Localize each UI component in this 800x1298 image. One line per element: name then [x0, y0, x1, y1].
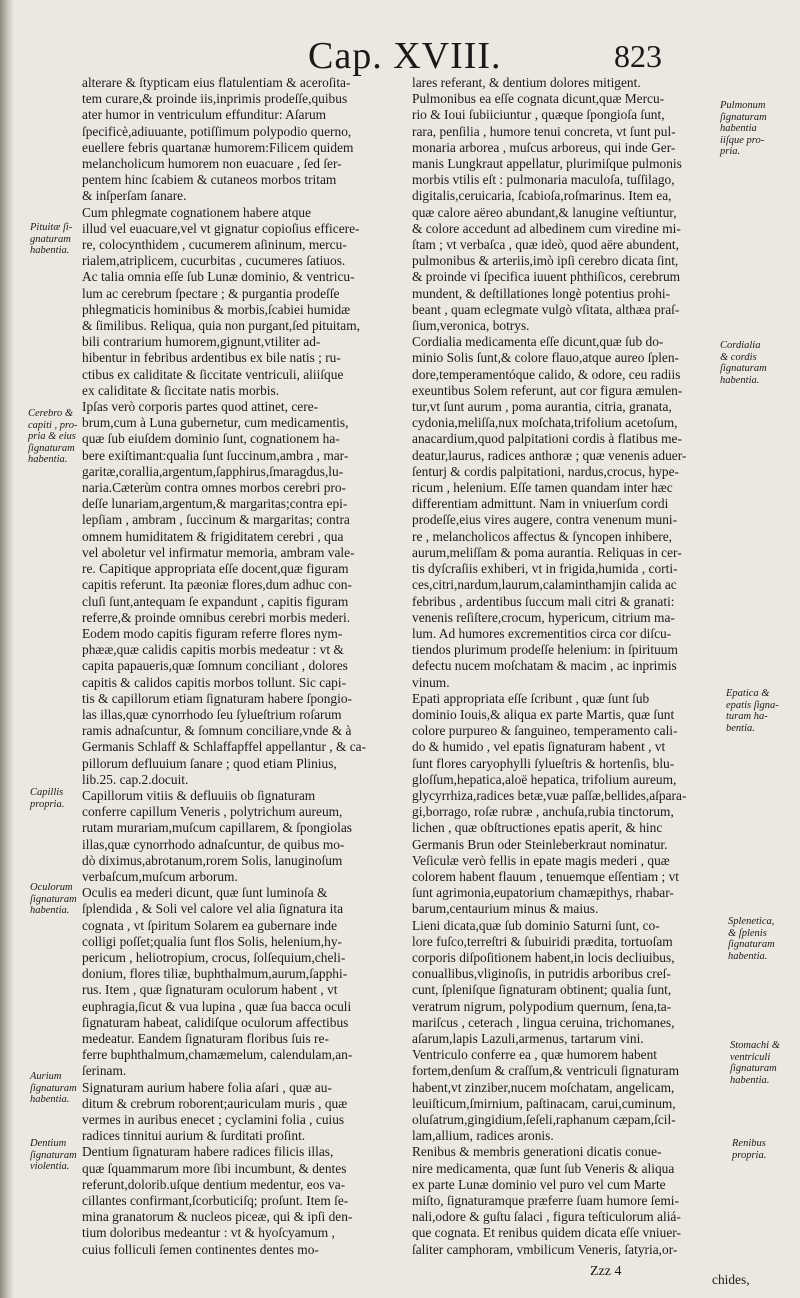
- margin-note-line: habentia.: [730, 1074, 770, 1086]
- text-line: lepſiam , ambram , ſuccinum & margaritas; contra: [82, 512, 350, 528]
- text-line: Capillorum vitiis & defluuiis ob ſignaturam: [82, 787, 316, 803]
- text-line: pulmonibus & arteriis,imò ipſi cerebro dicata ſint,: [412, 253, 679, 269]
- margin-note-oculorum: [30, 882, 77, 917]
- margin-note-line: pria.: [720, 146, 741, 157]
- text-line: Ipſas verò corporis partes quod attinet, cere-: [82, 399, 319, 415]
- text-line: melancholicum humorem non euacuare , ſed ſer-: [82, 156, 342, 172]
- text-line: medeatur. Eandem ſignaturam floribus ſuis re-: [82, 1030, 329, 1046]
- text-line: phææ,quæ calidis capitis morbis medeatur : vt &: [82, 642, 344, 658]
- text-line: ſpecificè,adiuuante, potiſſimum polypodio querno,: [82, 123, 352, 139]
- text-line: Germanis Schlaff & Schlaffapffel appellantur , & ca-: [82, 739, 367, 755]
- text-line: Germanis Brun oder Steinleberkraut nominatur.: [412, 836, 668, 852]
- text-line: tur,vt ſunt aurum , poma aurantia, citria, granata,: [412, 399, 672, 415]
- text-line: deſſe lunariam,argentum,& margaritas;contra epi-: [82, 496, 348, 512]
- text-line: Dentium ſignaturam habere radices filicis illas,: [82, 1144, 334, 1160]
- text-line: lichen , quæ obſtructiones epatis aperit, & hinc: [412, 820, 663, 836]
- text-line: aſarum,lapis Lazuli,armenus, tartarum vini.: [412, 1030, 644, 1046]
- margin-note-line: habentia.: [728, 950, 768, 962]
- text-line: ſerinam.: [82, 1063, 127, 1079]
- text-line: ſtam ; vt verbaſca , quæ ideò, quod aëre abundent,: [412, 237, 679, 253]
- text-line: ater humor in ventriculum effunditur: Aſarum: [82, 107, 327, 123]
- margin-note-line: propria.: [30, 798, 65, 810]
- margin-note-dentium: [30, 1138, 77, 1173]
- text-line: tem curare,& proinde iis,inprimis prodeſſe,quibus: [82, 91, 348, 107]
- text-line: rutam murariam,muſcum capillarem, & ſpongiolas: [82, 820, 352, 836]
- margin-note-aurium: [30, 1071, 77, 1106]
- text-line: colorem habent flauum , tenuemque eſſentiam ; vt: [412, 868, 679, 884]
- text-line: referunt,dolorib.uſque dentium medentur, eos va-: [82, 1176, 346, 1192]
- margin-note-line: capiti , pro-: [28, 419, 78, 431]
- text-line: cunt, ſpleniſque ſignaturam obtinent; qualia ſunt,: [412, 982, 672, 998]
- text-line: ditum & crebrum roborent;auriculam muris , quæ: [82, 1095, 348, 1111]
- margin-note-line: & cordis: [720, 351, 757, 363]
- text-line: hibentur in febribus ardentibus ex bile natis ; ru-: [82, 350, 341, 366]
- margin-note-line: & ſplenis: [728, 927, 767, 939]
- text-line: quæ calore aëreo abundant,& lanugine veſtiuntur,: [412, 204, 677, 220]
- text-line: glycyrrhiza,radices betæ,vuæ paſſæ,bellides,aſpara-: [412, 787, 687, 803]
- text-line: lore fuſco,terreſtri & ſubuiridi prædita, tortuoſam: [412, 933, 673, 949]
- text-line: ſunt agrimonia,eupatorium chamæpithys, rhabar-: [412, 885, 674, 901]
- text-line: colligi poſſet;qualia ſunt flos Solis, helenium,hy-: [82, 933, 342, 949]
- margin-note-line: ſignaturam: [720, 363, 767, 374]
- margin-note-line: violentia.: [30, 1161, 70, 1172]
- text-line: anacardium,quod palpitationi cordis à flatibus me-: [412, 431, 682, 447]
- margin-note-line: habentia.: [28, 454, 68, 465]
- margin-note-line: propria.: [732, 1149, 767, 1161]
- text-line: pericum , heliotropium, crocus, ſolſequium,cheli-: [82, 949, 346, 965]
- text-line: manis Lungkraut appellatur, plurimiſque pulmonis: [412, 156, 682, 172]
- margin-note-line: turam ha-: [726, 711, 768, 722]
- margin-note-line: ventriculi: [730, 1051, 771, 1063]
- text-line: veratrum nigrum, polypodium quernum, ſena,ta-: [412, 998, 672, 1014]
- text-line: beant , quam eclegmate vulgò vſitata, althæa praſ-: [412, 301, 680, 317]
- margin-note-pulmonum: [720, 100, 767, 158]
- text-line: barum,centaurium minus & maius.: [412, 901, 599, 917]
- text-line: ſenturj & cordis palpitationi, nardus,crocus, hype-: [412, 463, 680, 479]
- margin-note-line: ſignaturam: [28, 442, 75, 454]
- text-line: cydonia,meliſſa,nux moſchata,trifolium acetoſum,: [412, 415, 678, 431]
- text-line: Cordialia medicamenta eſſe dicunt,quæ ſub do-: [412, 334, 664, 350]
- margin-note-line: gnaturam: [30, 233, 71, 245]
- page-edge-shadow: [0, 0, 14, 1298]
- text-line: cuius folliculi ſemen continentes dentes mo-: [82, 1241, 319, 1257]
- text-line: ſunt flores caryophylli ſylueſtris & hortenſis, blu-: [412, 755, 675, 771]
- text-line: vinum.: [412, 674, 450, 690]
- text-line: mariſcus , ceterach , lingua ceruina, trichomanes,: [412, 1014, 675, 1030]
- margin-note-line: ſignaturam: [30, 1082, 77, 1094]
- text-line: vel aboletur vel infirmatur memoria, ambram vale-: [82, 544, 355, 560]
- text-line: ex parte Lunæ dominio vel puro vel cum Marte: [412, 1176, 666, 1192]
- text-line: ctibus ex caliditate & ſiccitate ventriculi, aliiſque: [82, 366, 344, 382]
- text-line: deatur,laurus, radices anthoræ ; quæ venenis aduer-: [412, 447, 687, 463]
- text-line: monaria arborea , muſcus arboreus, qui inde Ger-: [412, 139, 676, 155]
- left-text-column: [82, 75, 402, 1258]
- text-line: euphragia,ſicut & vua lupina , quæ ſua bacca oculi: [82, 998, 352, 1014]
- text-line: ſignaturam habeat, calidiſque oculorum affectibus: [82, 1014, 349, 1030]
- text-line: referre,& proinde omnibus cerebri morbis mederi.: [82, 609, 351, 625]
- margin-note-line: ſignaturam: [730, 1063, 777, 1074]
- margin-note-line: habentia.: [30, 905, 70, 916]
- text-line: & colore accedunt ad albedinem cum viredine mi-: [412, 220, 681, 236]
- margin-note-line: Epatica &: [726, 688, 770, 699]
- text-line: verbaſcum,muſcum arborum.: [82, 868, 238, 884]
- text-line: do & humido , vel epatis ſignaturam habent , vt: [412, 739, 666, 755]
- text-line: naria.Cæterùm contra omnes morbos cerebri pro-: [82, 480, 347, 496]
- text-line: exeuntibus Solem referunt, aut cor figura æmulen-: [412, 382, 683, 398]
- text-line: Veſiculæ verò fellis in epate magis mederi , quæ: [412, 852, 670, 868]
- text-line: tis & capillorum etiam ſignaturam habere ſpongio-: [82, 690, 352, 706]
- text-line: morbis vtilis eſt : pulmonaria maculoſa, tuſſilago,: [412, 172, 675, 188]
- text-line: digitalis,ceruicaria, ſcabioſa,roſmarinus. Item ea,: [412, 188, 672, 204]
- margin-note-line: Cerebro &: [28, 408, 74, 419]
- page-number: 823: [614, 38, 662, 74]
- margin-note-line: ſignaturam: [30, 893, 77, 905]
- margin-note-epatica: [726, 688, 779, 734]
- margin-note-line: Capillis: [30, 787, 64, 798]
- text-line: dore,temperamentóque calido, & odore, ceu radiis: [412, 366, 681, 382]
- text-line: rio & Ioui ſubiiciuntur , quæque ſpongioſa ſunt,: [412, 107, 665, 123]
- text-line: bili contrarium humorem,gignunt,vtiliter ad-: [82, 334, 321, 350]
- text-line: quæ ſub eiuſdem dominio ſunt, cognationem ha-: [82, 431, 340, 447]
- text-line: rialem,atriplicem, cucurbitas , cucumeres ſatiuos.: [82, 253, 346, 269]
- margin-note-line: iiſque pro-: [720, 134, 765, 146]
- text-line: leuiſticum,ſmirnium, paſtinacam, carui,cuminum,: [412, 1095, 676, 1111]
- text-line: vermes in auribus enecet ; cyclamini folia , cuius: [82, 1112, 345, 1127]
- text-line: tis dyſcraſiis exhiberi, vt in frigida,humida , corti-: [412, 561, 678, 577]
- text-line: Lieni dicata,quæ ſub dominio Saturni ſunt, co-: [412, 917, 660, 933]
- text-line: rara, penſilia , humore tenui concreta, vt ſunt pul-: [412, 123, 676, 139]
- margin-note-line: Aurium: [30, 1071, 62, 1082]
- margin-note-line: Stomachi &: [730, 1040, 780, 1051]
- text-line: Cum phlegmate cognationem habere atque: [82, 204, 312, 220]
- margin-note-line: Renibus: [732, 1138, 766, 1149]
- text-line: Oculis ea mederi dicunt, quæ ſunt luminoſa &: [82, 885, 328, 901]
- text-line: mundent, & deſtillationes longè potentius prohi-: [412, 285, 671, 301]
- text-line: colore purpureo & ſanguineo, temperamento cali-: [412, 723, 678, 739]
- text-line: Pulmonibus ea eſſe cognata dicunt,quæ Mercu-: [412, 91, 665, 107]
- text-line: phlegmaticis hominibus & morbis,ſcabiei humidæ: [82, 301, 351, 317]
- margin-note-line: Pituitæ ſi-: [30, 222, 73, 233]
- text-line: cluſi ſunt,antequam ſe expandunt , capitis figuram: [82, 593, 349, 609]
- margin-note-line: habentia.: [30, 245, 70, 256]
- text-line: ſplendida , & Soli vel calore vel alia ſignatura ita: [82, 901, 344, 917]
- text-line: lam,allium, radices aronis.: [412, 1128, 554, 1144]
- page-header: [290, 28, 770, 78]
- text-line: re. Capitique appropriata eſſe docent,quæ figuram: [82, 561, 349, 577]
- margin-note-line: ſignaturam: [728, 939, 775, 950]
- text-line: Epati appropriata eſſe ſcribunt , quæ ſunt ſub: [412, 690, 650, 706]
- text-line: lum. Ad humores excrementitios circa cor diſcu-: [412, 625, 672, 641]
- margin-note-cerebro: [28, 408, 77, 466]
- text-line: re , melancholicos affectus & ſyncopen inhibere,: [412, 528, 673, 544]
- text-line: oluſatrum,gingidium,ſeſeli,raphanum cæpam,ſcil-: [412, 1112, 676, 1127]
- margin-note-line: Dentium: [30, 1138, 67, 1149]
- text-line: miſto, ſignaturamque præferre ſuam humore ſemi-: [412, 1193, 679, 1209]
- text-line: re, colocynthidem , cucumerem aſininum, mercu-: [82, 237, 347, 253]
- margin-note-stomachi: [730, 1040, 780, 1086]
- text-line: bere exiſtimant:qualia ſunt ſuccinum,ambra , mar-: [82, 447, 349, 463]
- text-line: differentiam admittunt. Nam in vniuerſum cordi: [412, 496, 669, 512]
- text-line: radices tinnitui aurium & ſurditati proſint.: [82, 1128, 306, 1144]
- text-line: Renibus & membris generationi dicatis conue-: [412, 1144, 662, 1160]
- text-line: quæ ſquammarum more ſibi incumbunt, & dentes: [82, 1160, 347, 1176]
- text-line: fortem,denſum & craſſum,& ventriculi ſignaturam: [412, 1063, 679, 1079]
- text-line: lum ac cerebrum ſpectare ; & purgantia prodeſſe: [82, 285, 340, 301]
- text-line: defectu nucem moſchatam & macim , ac inprimis: [412, 658, 677, 674]
- text-line: capitis referunt. Ita pæoniæ flores,dum adhuc con-: [82, 577, 352, 593]
- margin-note-line: habentia.: [30, 1094, 70, 1105]
- text-line: illas,quæ cynorrhodo adnaſcuntur, de quibus mo-: [82, 836, 345, 852]
- text-line: prodeſſe,eius vires augere, contra venenum muni-: [412, 512, 678, 528]
- text-line: rus. Item , quæ ſignaturam oculorum habent , vt: [82, 982, 338, 998]
- text-line: dò diximus,abrotanum,rorem Solis, lanuginoſum: [82, 852, 343, 868]
- text-line: cillantes confirmant,ſcorbuticiſq; proſunt. Item ſe-: [82, 1193, 349, 1209]
- margin-note-line: Pulmonum: [720, 100, 766, 111]
- chapter-heading: Cap. XVIII.: [308, 35, 502, 77]
- text-line: capita papaueris,quæ ſomnum conciliant , dolores: [82, 658, 348, 674]
- text-line: aurum,meliſſam & poma aurantia. Reliquas in cer-: [412, 544, 682, 560]
- text-line: conferre capillum Veneris , polytrichum aureum,: [82, 804, 343, 820]
- text-line: mina granatorum & nucleos piceæ, qui & ipſi den-: [82, 1209, 353, 1225]
- margin-note-line: habentia.: [720, 374, 760, 386]
- catchword: chides,: [712, 1272, 750, 1287]
- text-line: minio Solis ſunt,& colore flauo,atque aureo ſplen-: [412, 350, 680, 366]
- text-line: lib.25. cap.2.docuit.: [82, 771, 189, 787]
- text-line: capitis & calidos capitis morbos tollunt. Sic capi-: [82, 674, 347, 690]
- text-line: dominio Iouis,& aliqua ex parte Martis, quæ ſunt: [412, 706, 675, 722]
- margin-note-splenetica: [728, 916, 775, 962]
- text-line: lares referant, & dentium dolores mitigent.: [412, 75, 641, 90]
- text-line: ferre buphthalmum,chamæmelum, calendulam,an-: [82, 1047, 353, 1063]
- text-line: venenis reſiſtere,crocum, hypericum, citrium ma-: [412, 609, 675, 625]
- margin-note-line: ſignaturam: [30, 1149, 77, 1161]
- text-line: brum,cum à Luna gubernetur, cum medicamentis,: [82, 415, 349, 431]
- margin-note-line: epatis ſigna-: [726, 699, 779, 711]
- text-line: ricum , helenium. Eſſe tamen quandam inter hæc: [412, 480, 673, 496]
- text-line: nire medicamenta, quæ ſunt ſub Veneris & aliqua: [412, 1160, 675, 1176]
- margin-note-line: ſignaturam: [720, 111, 767, 123]
- text-line: gi,borrago, roſæ rubræ , anchuſa,rubia tinctorum,: [412, 804, 674, 820]
- text-line: tiendos plurimum prodeſſe helenium: in ſpirituum: [412, 642, 678, 658]
- signature-mark: Zzz 4: [590, 1264, 622, 1279]
- margin-note-line: bentia.: [726, 722, 755, 734]
- text-line: corporis diſpoſitionem habent,in locis decliuibus,: [412, 949, 675, 965]
- text-line: las illas,quæ cynorrhodo ſeu ſylueſtrium roſarum: [82, 706, 342, 722]
- text-line: pentem hinc ſcabiem & cutaneos morbos tritam: [82, 172, 337, 188]
- text-line: & ſimilibus. Reliqua, quia non purgant,ſed pituitam,: [82, 318, 360, 334]
- text-line: conuallibus,vliginoſis, in putridis arboribus creſ-: [412, 966, 671, 982]
- text-line: illud vel euacuare,vel vt gignatur copioſius efficere-: [82, 220, 360, 236]
- margin-note-cordialia: [720, 340, 767, 386]
- text-line: donium, flores tiliæ, buphthalmum,aurum,ſapphi-: [82, 966, 348, 982]
- text-line: omnem humiditatem & frigiditatem cerebri , qua: [82, 528, 344, 544]
- text-line: ramis adnaſcuntur, & ſomnum conciliare,vnde & à: [82, 723, 352, 739]
- text-line: euellere febris quartanæ humorem:Filicem quidem: [82, 139, 354, 155]
- text-line: que cognata. Et renibus quidem dicata eſſe vniuer-: [412, 1225, 681, 1241]
- margin-note-line: Oculorum: [30, 882, 73, 893]
- text-line: ſium,veronica, botrys.: [412, 318, 530, 334]
- margin-note-capillis: [30, 787, 64, 810]
- margin-note-line: Cordialia: [720, 340, 761, 351]
- text-line: nali,odore & guſtu ſalaci , figura teſticulorum aliá-: [412, 1209, 681, 1225]
- right-text-column: [412, 75, 712, 1258]
- text-line: ſaliter camphoram, vmbilicum Veneris, ſatyria,or-: [412, 1241, 678, 1257]
- text-line: ex caliditate & ſiccitate natis morbis.: [82, 382, 280, 398]
- text-line: & inſperſam ſanare.: [82, 188, 187, 204]
- margin-note-line: Splenetica,: [728, 916, 775, 927]
- text-line: habent,vt zinziber,nucem moſchatam, angelicam,: [412, 1079, 675, 1095]
- margin-note-line: habentia: [720, 123, 757, 134]
- text-line: pillorum defluuium ſanare ; quod etiam Plinius,: [82, 755, 337, 771]
- text-line: cognata , vt ſpiritum Solarem ea gubernare inde: [82, 917, 338, 933]
- text-line: alterare & ſtypticam eius flatulentiam & aceroſita-: [82, 75, 351, 90]
- text-line: Signaturam aurium habere folia aſari , quæ au-: [82, 1079, 332, 1095]
- margin-note-renibus: [732, 1138, 766, 1161]
- margin-note-line: pria & eius: [28, 431, 76, 442]
- text-line: ces,citri,nardum,laurum,calaminthamjin calida ac: [412, 577, 677, 593]
- text-line: garitæ,corallia,argentum,ſapphirus,ſmaragdus,lu-: [82, 463, 344, 479]
- text-line: Eodem modo capitis figuram referre flores nym-: [82, 625, 343, 641]
- margin-note-pituita: [30, 222, 72, 257]
- text-line: febribus , ardentibus ſuccum mali citri & granati:: [412, 593, 675, 609]
- text-line: & proinde vi ſpecifica iuuent phthiſicos, cerebrum: [412, 269, 681, 285]
- text-line: tium doloribus medeantur : vt & hyoſcyamum ,: [82, 1225, 335, 1241]
- text-line: gloſſum,hepatica,aloë hepatica, trifolium aureum,: [412, 771, 677, 787]
- text-line: Ac talia omnia eſſe ſub Lunæ dominio, & ventricu-: [82, 269, 355, 285]
- text-line: Ventriculo conferre ea , quæ humorem habent: [412, 1047, 658, 1063]
